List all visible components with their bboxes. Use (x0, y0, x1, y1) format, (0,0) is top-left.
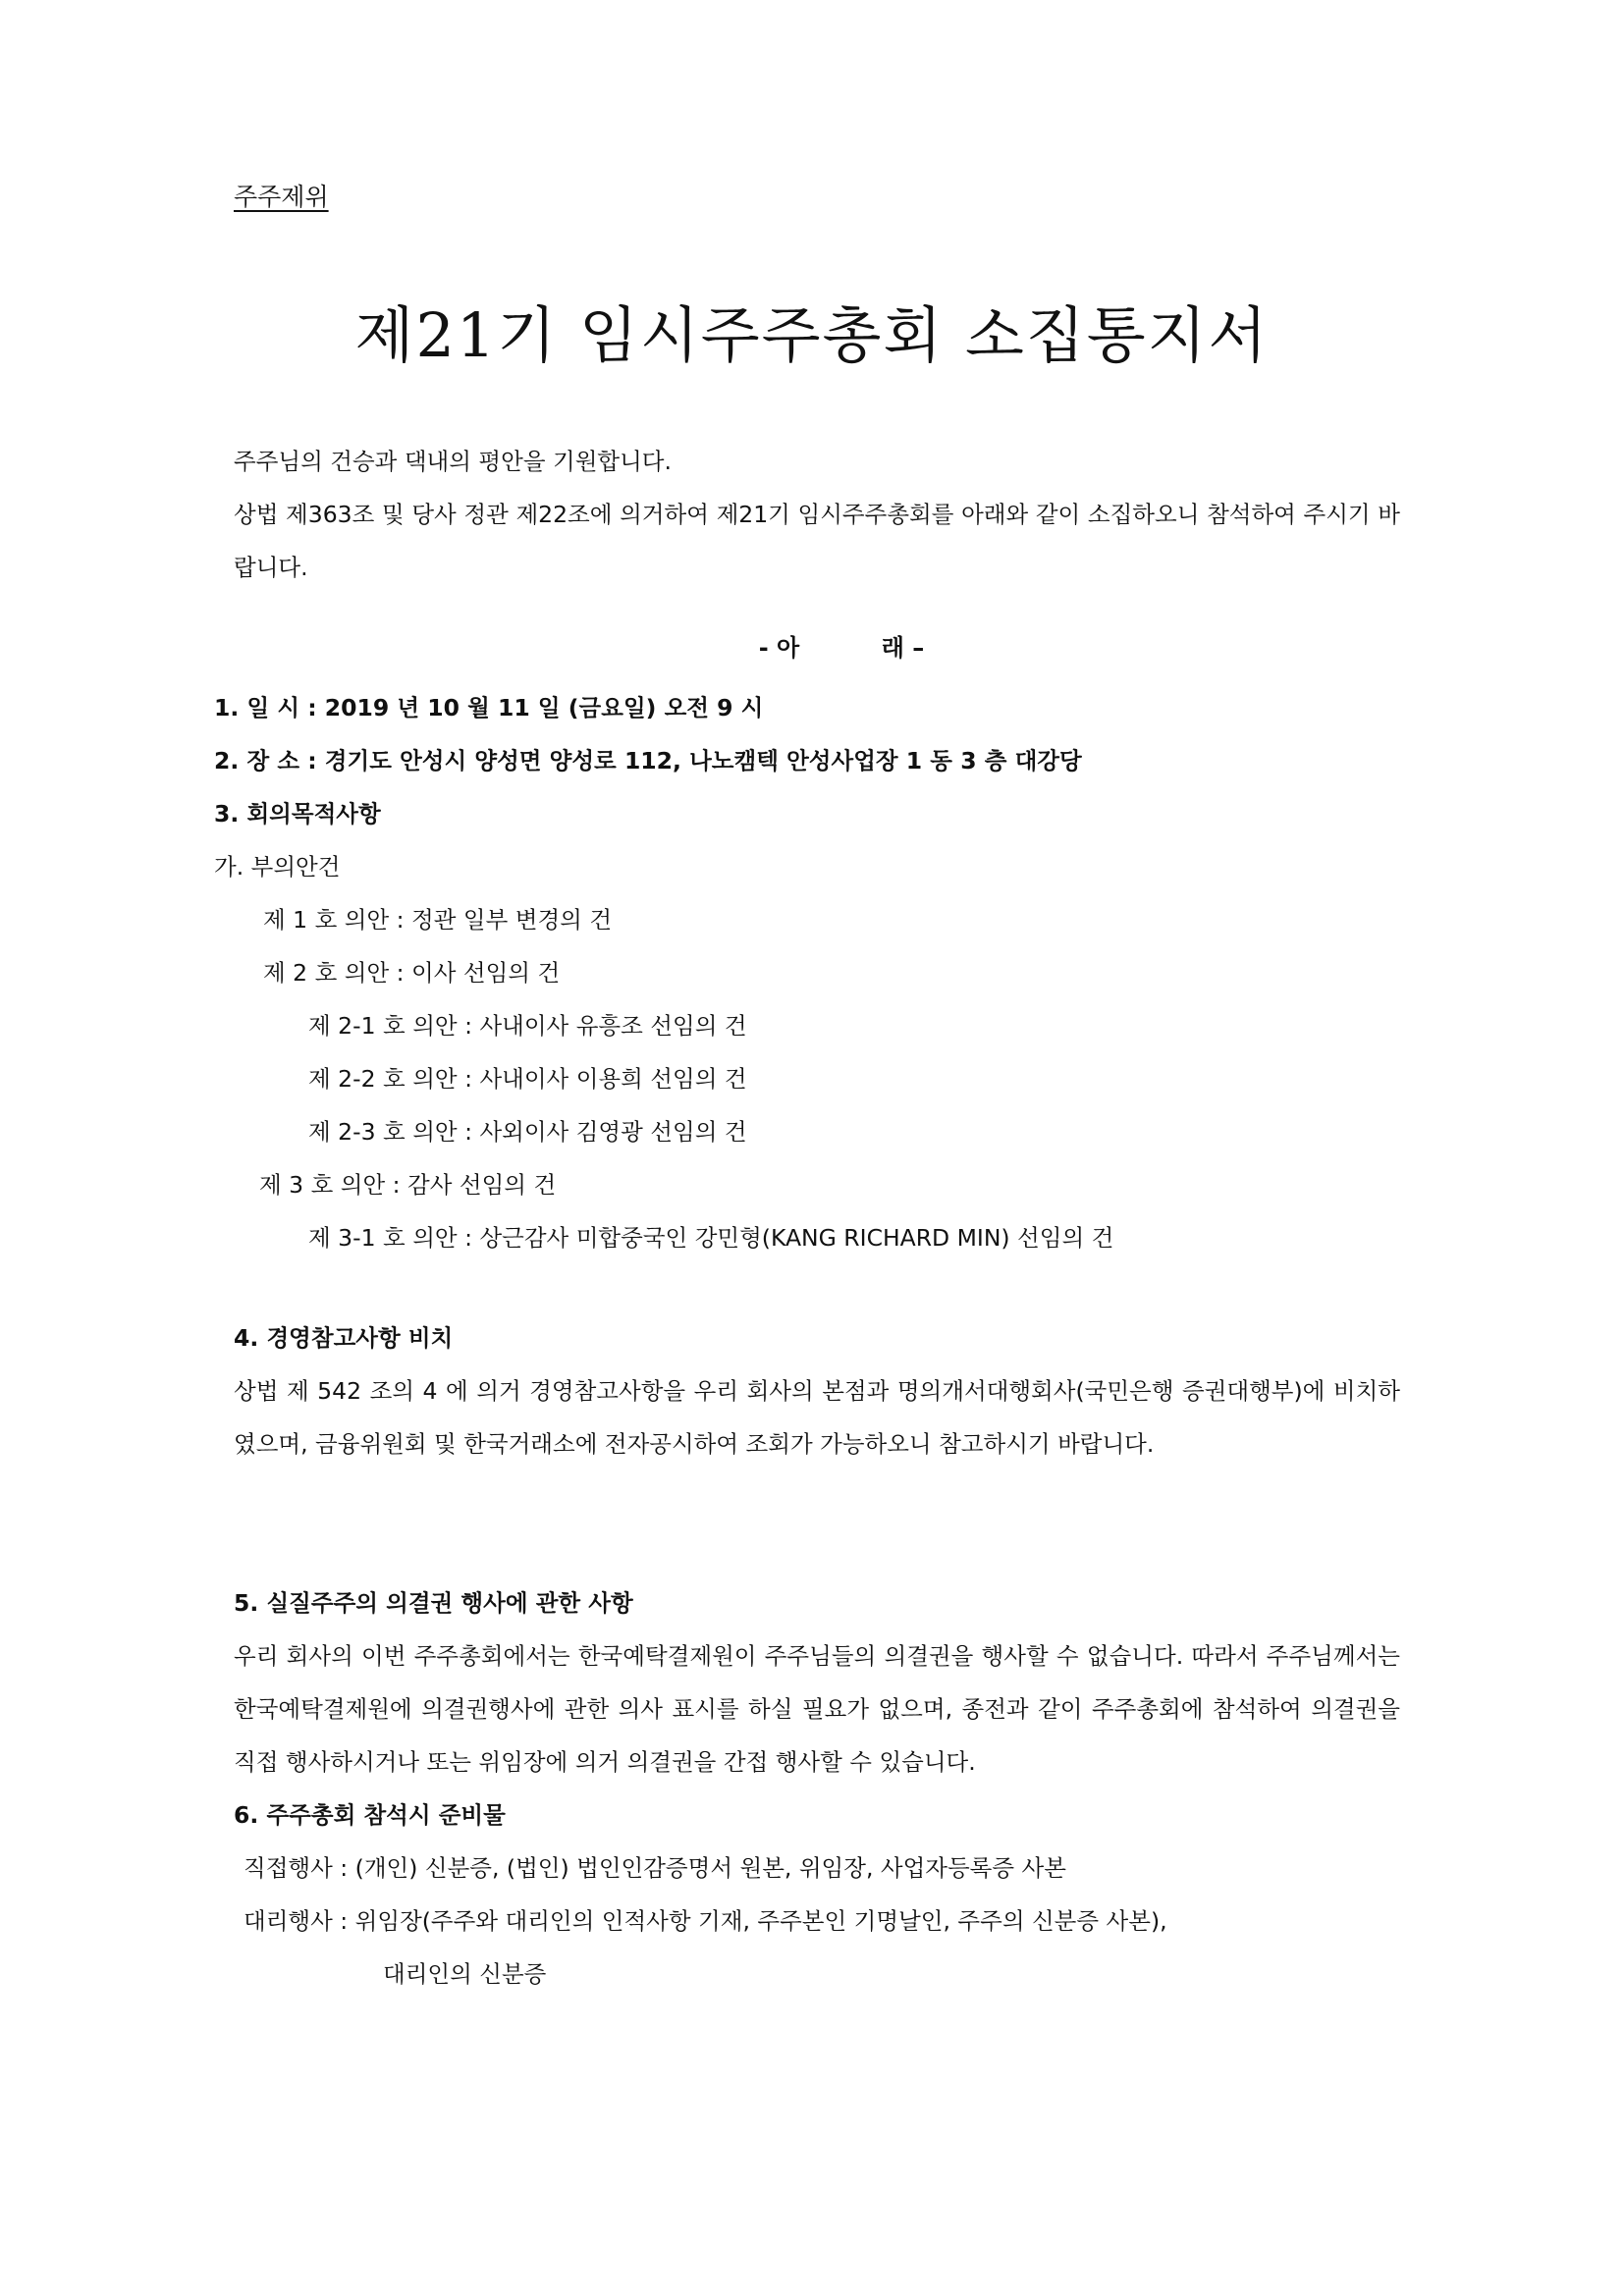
agenda-item: 제 2-3 호 의안 : 사외이사 김영광 선임의 건 (308, 1118, 747, 1146)
notice-label: - 아 래 – (758, 634, 925, 662)
agenda-item: 제 2 호 의안 : 이사 선임의 건 (263, 959, 561, 987)
agenda-item: 제 2-1 호 의안 : 사내이사 유흥조 선임의 건 (308, 1012, 747, 1040)
item-date: 1. 일 시 : 2019 년 10 월 11 일 (금요일) 오전 9 시 (214, 694, 764, 721)
agenda-item: 제 3 호 의안 : 감사 선임의 건 (259, 1171, 557, 1199)
greeting-line-2: 상법 제363조 및 당사 정관 제22조에 의거하여 제21기 임시주주총회를 아래와 같이 소집하오니 참석하여 주시기 바랍니다. (234, 501, 1400, 581)
agenda-heading: 3. 회의목적사항 (214, 800, 381, 828)
addressee: 주주제위 (234, 183, 329, 211)
section-4-heading: 4. 경영참고사항 비치 (234, 1324, 454, 1352)
document-title: 제21기 임시주주총회 소집통지서 (354, 299, 1270, 371)
agenda-item: 제 2-2 호 의안 : 사내이사 이용희 선임의 건 (308, 1065, 747, 1093)
notice-items (214, 0, 1402, 2296)
greeting-line-1: 주주님의 건승과 댁내의 평안을 기원합니다. (234, 448, 672, 475)
agenda-subheading: 가. 부의안건 (214, 853, 341, 881)
agenda-item: 제 3-1 호 의안 : 상근감사 미합중국인 강민형(KANG RICHARD MIN) 선임의 건 (308, 1224, 1114, 1252)
section-5-body: 우리 회사의 이번 주주총회에서는 한국예탁결제원이 주주님들의 의결권을 행사할 수 없습니다. 따라서 주주님께서는 한국예탁결제원에 의결권행사에 관한 의사 표시를 하실 필요가 없으며, 종전과 같이 주주총회에 참석하여 의결권을 직접 행사하시거나 또는 위임장에 의거 의결권을 간접 행사할 수 있습니다. (234, 1642, 1400, 1776)
section-5-heading: 5. 실질주주의 의결권 행사에 관한 사항 (234, 1589, 633, 1617)
proxy-exercise-requirements: 대리행사 : 위임장(주주와 대리인의 인적사항 기재, 주주본인 기명날인, 주주의 신분증 사본), (244, 1907, 1167, 1935)
section-4-body: 상법 제 542 조의 4 에 의거 경영참고사항을 우리 회사의 본점과 명의개서대행회사(국민은행 증권대행부)에 비치하였으며, 금융위원회 및 한국거래소에 전자공시하여 조회가 가능하오니 참고하시기 바랍니다. (234, 1377, 1400, 1458)
direct-exercise-requirements: 직접행사 : (개인) 신분증, (법인) 법인인감증명서 원본, 위임장, 사업자등록증 사본 (244, 1854, 1066, 1882)
section-6-heading: 6. 주주총회 참석시 준비물 (234, 1801, 506, 1829)
item-place: 2. 장 소 : 경기도 안성시 양성면 양성로 112, 나노캠텍 안성사업장 1 동 3 층 대강당 (214, 747, 1082, 774)
agenda-item: 제 1 호 의안 : 정관 일부 변경의 건 (263, 906, 613, 934)
proxy-exercise-requirements-cont: 대리인의 신분증 (383, 1960, 547, 1988)
